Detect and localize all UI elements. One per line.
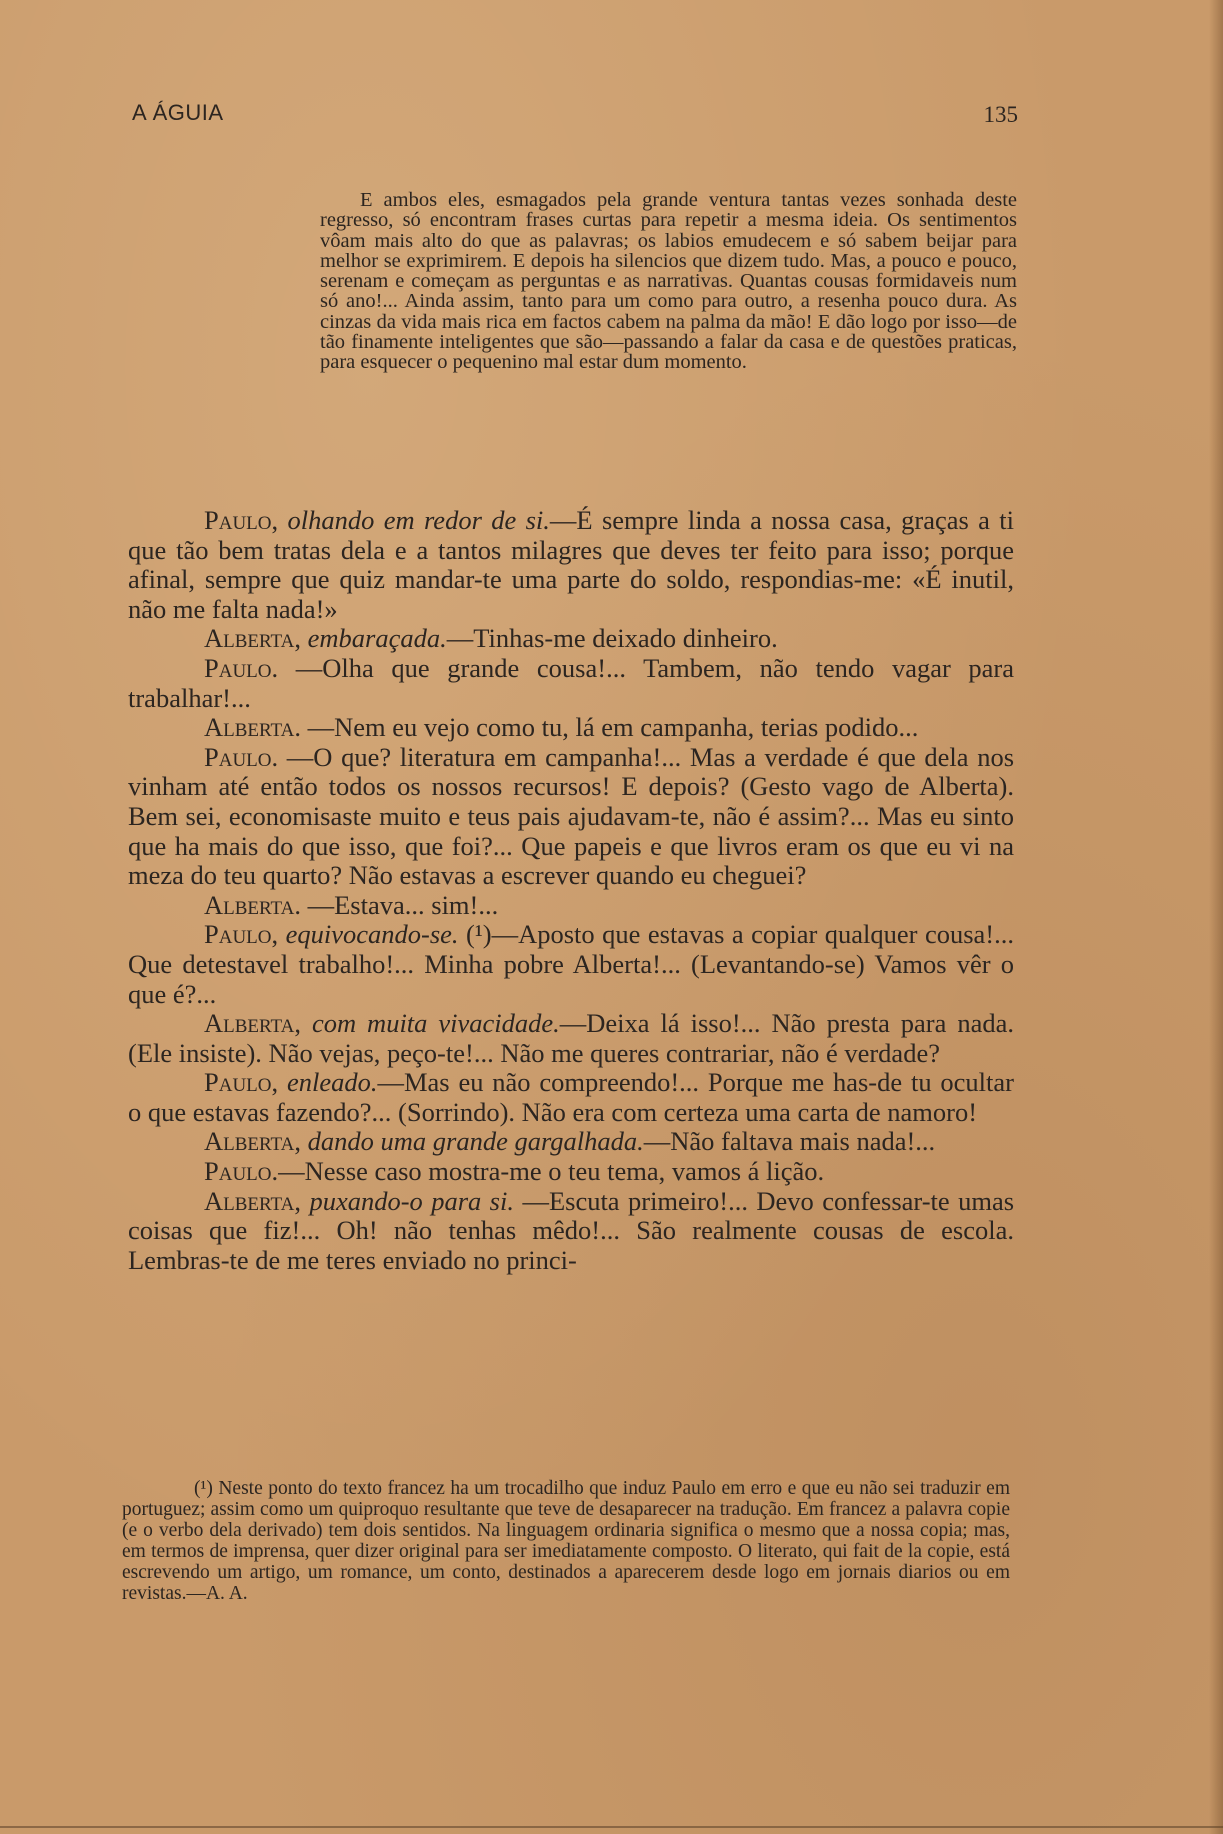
dialogue-text: (¹)—Aposto que estavas a copiar qualquer cousa!... Que detestavel trabalho!... Minha pobre Alberta!... (Levantando-se) Vamos vêr o que é?...	[128, 919, 1014, 1009]
stage-direction: equivocando-se.	[285, 919, 459, 950]
dialogue-block	[128, 506, 1014, 1275]
dialogue-line	[128, 920, 1014, 1009]
speaker-name: Paulo,	[204, 505, 279, 535]
speaker-name: Paulo,	[204, 1067, 279, 1098]
speaker-name: Alberta,	[204, 1185, 301, 1216]
footnote-text: Neste ponto do texto francez ha um trocadilho que induz Paulo em erro e que eu não sei traduzir em portuguez; assim como um quiproquo resultante que teve de desaparecer na tradução. Em francez a palavra copie (e o verbo dela derivado) tem dois sentidos. Na linguagem ordinaria significa o mesmo que a nossa copia; mas, em termos de imprensa, quer dizer original para ser imediatamente composto. O literato, qui fait de la copie, está escrevendo um artigo, um romance, um conto, destinados a aparecerem desde logo em jornais diarios ou em revistas.—A. A.	[122, 1478, 1010, 1604]
dialogue-text: —O que? literatura em campanha!... Mas a verdade é que dela nos vinham até então todos os nossos recursos! E depois? (Gesto vago de Alberta). Bem sei, economisaste muito e teus pais ajudavam-te, não é assim?... Mas eu sinto que ha mais do que isso, que foi?... Que papeis e que livros eram os que eu vi na meza do teu quarto? Não estavas a escrever quando eu cheguei?	[128, 741, 1015, 891]
dialogue-text: —Deixa lá isso!... Não presta para nada. (Ele insiste). Não vejas, peço-te!... Não me queres contrariar, não é verdade?	[128, 1008, 1014, 1068]
dialogue-line	[128, 713, 1014, 743]
speaker-name: Paulo.	[204, 741, 279, 772]
dialogue-text: —Mas eu não compreendo!... Porque me has-de tu ocultar o que estavas fazendo?... (Sorrindo). Não era com certeza uma carta de namoro!	[128, 1067, 1014, 1127]
speaker-name: Paulo.	[204, 1156, 279, 1187]
dialogue-text: —Nesse caso mostra-me o teu tema, vamos á lição.	[278, 1156, 825, 1187]
stage-direction: olhando em redor de si.	[287, 505, 550, 535]
footnote	[122, 1478, 1010, 1604]
footnote-marker: (¹)	[194, 1478, 213, 1499]
dialogue-line	[128, 891, 1014, 921]
dialogue-text: —É sempre linda a nossa casa, graças a ti que tão bem tratas dela e a tantos milagres que deves ter feito para isso; porque afinal, sempre que quiz mandar-te uma parte do soldo, respondias-me: «É inutil, não me falta nada!»	[128, 505, 1014, 624]
dialogue-line	[128, 1068, 1014, 1127]
narrative-paragraph: E ambos eles, esmagados pela grande ventura tantas vezes sonhada deste regresso, só encontram frases curtas para repetir a mesma ideia. Os sentimentos vôam mais alto do que as palavras; os labios emudecem e só sabem beijar para melhor se exprimirem. E depois ha silencios que dizem tudo. Mas, a pouco e pouco, serenam e começam as perguntas e as narrativas. Quantas cousas formidaveis num só ano!... Ainda assim, tanto para um como para outro, a resenha pouco dura. As cinzas da vida mais rica em factos cabem na palma da mão! E dão logo por isso—de tão finamente inteligentes que são—passando a falar da casa e de questões praticas, para esquecer o pequenino mal estar dum momento.	[320, 189, 1017, 374]
dialogue-text: —Estava... sim!...	[307, 889, 499, 920]
dialogue-line	[128, 1127, 1014, 1157]
page-bottom-edge	[0, 1826, 1223, 1828]
stage-direction: dando uma grande gargalhada.	[307, 1126, 644, 1157]
dialogue-line	[128, 1009, 1014, 1068]
stage-direction: puxando-o para si.	[309, 1185, 514, 1216]
page-right-edge	[1209, 0, 1223, 1834]
dialogue-text: —Nem eu vejo como tu, lá em campanha, terias podido...	[307, 712, 919, 743]
dialogue-text: —Não faltava mais nada!...	[643, 1126, 936, 1157]
speaker-name: Paulo,	[204, 919, 279, 950]
speaker-name: Alberta.	[204, 889, 301, 920]
dialogue-line	[128, 1157, 1014, 1187]
page-number: 135	[983, 102, 1018, 127]
dialogue-text: —Escuta primeiro!... Devo confessar-te umas coisas que fiz!... Oh! não tenhas mêdo!... São realmente cousas de escola. Lembras-te de me teres enviado no princi-	[128, 1185, 1015, 1275]
dialogue-line	[128, 654, 1014, 713]
speaker-name: Alberta,	[204, 1126, 301, 1157]
page-header	[132, 100, 1018, 134]
running-head: A ÁGUIA	[132, 100, 224, 125]
stage-direction: embaraçada.	[307, 623, 447, 654]
dialogue-line	[128, 506, 1014, 624]
dialogue-text: —Tinhas-me deixado dinheiro.	[446, 623, 778, 654]
speaker-name: Alberta,	[204, 623, 301, 654]
dialogue-line	[128, 1187, 1014, 1276]
dialogue-line	[128, 624, 1014, 654]
speaker-name: Alberta.	[204, 712, 301, 743]
dialogue-line	[128, 743, 1014, 891]
speaker-name: Paulo.	[204, 652, 279, 683]
stage-direction: com muita vivacidade.	[311, 1008, 560, 1039]
dialogue-text: —Olha que grande cousa!... Tambem, não tendo vagar para trabalhar!...	[128, 652, 1015, 713]
speaker-name: Alberta,	[204, 1008, 301, 1039]
stage-direction: enleado.	[286, 1067, 378, 1098]
